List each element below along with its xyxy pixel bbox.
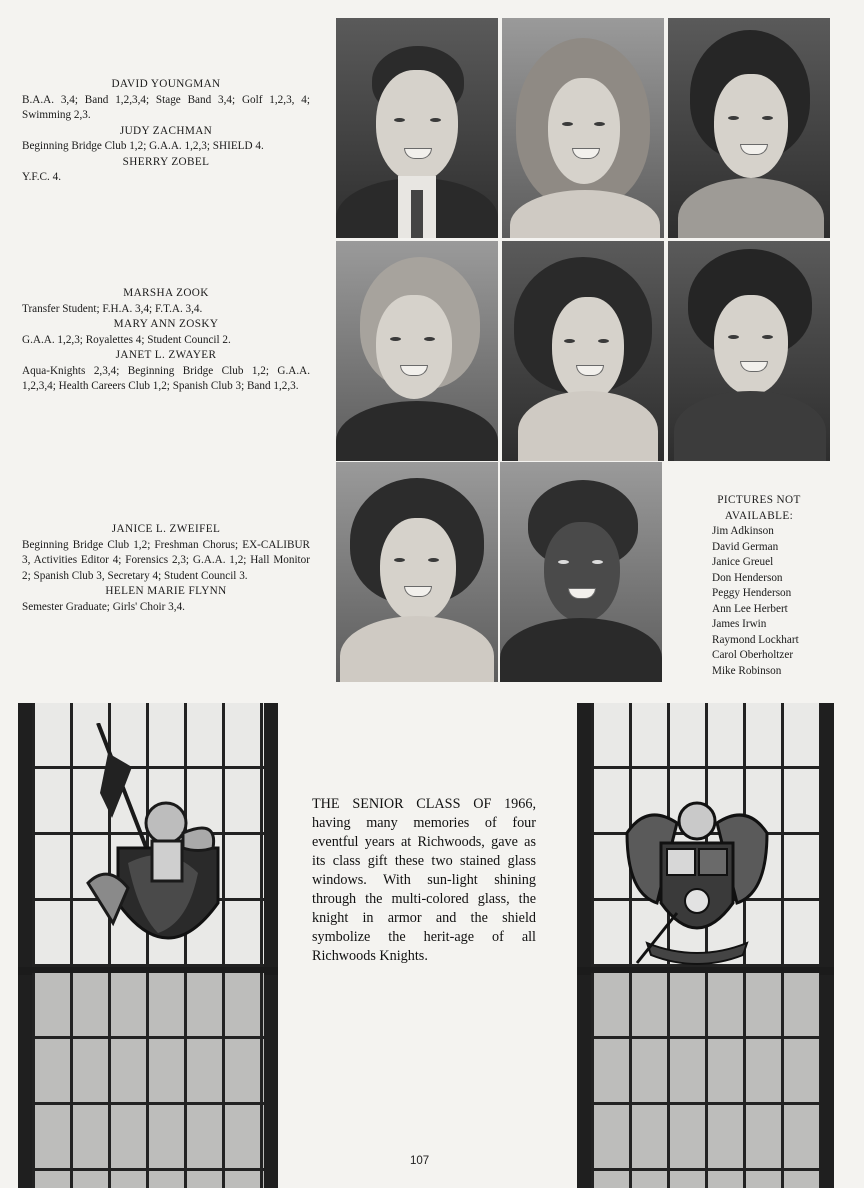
list-heading: PICTURES NOT AVAILABLE:	[717, 494, 801, 522]
page-number: 107	[410, 1155, 430, 1167]
student-activities: Beginning Bridge Club 1,2; Freshman Chorus; EX-CALIBUR 3, Activities Editor 4; Forensics 2,3; G.A.A. 1,2; Hall Monitor 2; Spanish Club 3, Secretary 4; Student Council 3.	[22, 538, 310, 582]
portrait-photo	[502, 18, 664, 238]
portrait-photo	[500, 462, 662, 682]
list-item: Peggy Henderson	[712, 587, 792, 599]
student-name: MARSHA ZOOK	[123, 287, 209, 299]
student-activities: G.A.A. 1,2,3; Royalettes 4; Student Council 2.	[22, 333, 231, 346]
student-activities: B.A.A. 3,4; Band 1,2,3,4; Stage Band 3,4; Golf 1,2,3, 4; Swimming 2,3.	[22, 93, 310, 121]
class-gift-caption: THE SENIOR CLASS OF 1966, having many memories of four eventful years at Richwoods, gave as its class gift these two stained glass windows. With sun-light shining through the multi-colored glass, the knight in armor and the shield symbolize the herit-age of all Richwoods Knights.	[312, 796, 536, 964]
list-item: Janice Greuel	[712, 556, 774, 568]
list-item: Carol Oberholtzer	[712, 649, 794, 661]
list-item: Ann Lee Herbert	[712, 602, 788, 615]
bio-group-row-3	[22, 522, 310, 615]
bio-group-row-2	[22, 286, 310, 395]
student-name: HELEN MARIE FLYNN	[105, 585, 227, 597]
coat-of-arms-icon	[617, 793, 777, 973]
student-activities: Beginning Bridge Club 1,2; G.A.A. 1,2,3; SHIELD 4.	[22, 140, 264, 152]
list-item: Jim Adkinson	[712, 525, 774, 537]
stained-glass-window-knight	[18, 703, 278, 1188]
portrait-photo	[502, 241, 664, 461]
list-item: Don Henderson	[712, 571, 783, 584]
stained-glass-window-shield	[577, 703, 834, 1188]
list-item: James Irwin	[712, 618, 767, 630]
list-item: David German	[712, 540, 779, 553]
portrait-photo	[336, 241, 498, 461]
student-name: MARY ANN ZOSKY	[113, 318, 219, 330]
student-activities: Semester Graduate; Girls' Choir 3,4.	[22, 600, 185, 613]
student-name: JANICE L. ZWEIFEL	[111, 523, 221, 535]
list-item: Mike Robinson	[712, 664, 782, 677]
student-name: SHERRY ZOBEL	[122, 155, 210, 168]
portrait-photo	[668, 241, 830, 461]
student-name: JANET L. ZWAYER	[115, 349, 217, 361]
portrait-photo	[336, 462, 498, 682]
knight-emblem-icon	[68, 723, 238, 973]
student-name: DAVID YOUNGMAN	[111, 78, 221, 90]
student-activities: Y.F.C. 4.	[22, 171, 62, 183]
portrait-photo	[668, 18, 830, 238]
list-item: Raymond Lockhart	[712, 633, 799, 646]
portrait-photo	[336, 18, 498, 238]
student-activities: Aqua-Knights 2,3,4; Beginning Bridge Club 1,2; G.A.A. 1,2,3,4; Health Careers Club 1,2; Spanish Club 3; Band 1,2,3.	[22, 364, 310, 392]
pictures-not-available-list	[700, 493, 818, 679]
student-name: JUDY ZACHMAN	[119, 124, 213, 137]
bio-group-row-1	[22, 77, 310, 186]
student-activities: Transfer Student; F.H.A. 3,4; F.T.A. 3,4.	[22, 302, 203, 315]
